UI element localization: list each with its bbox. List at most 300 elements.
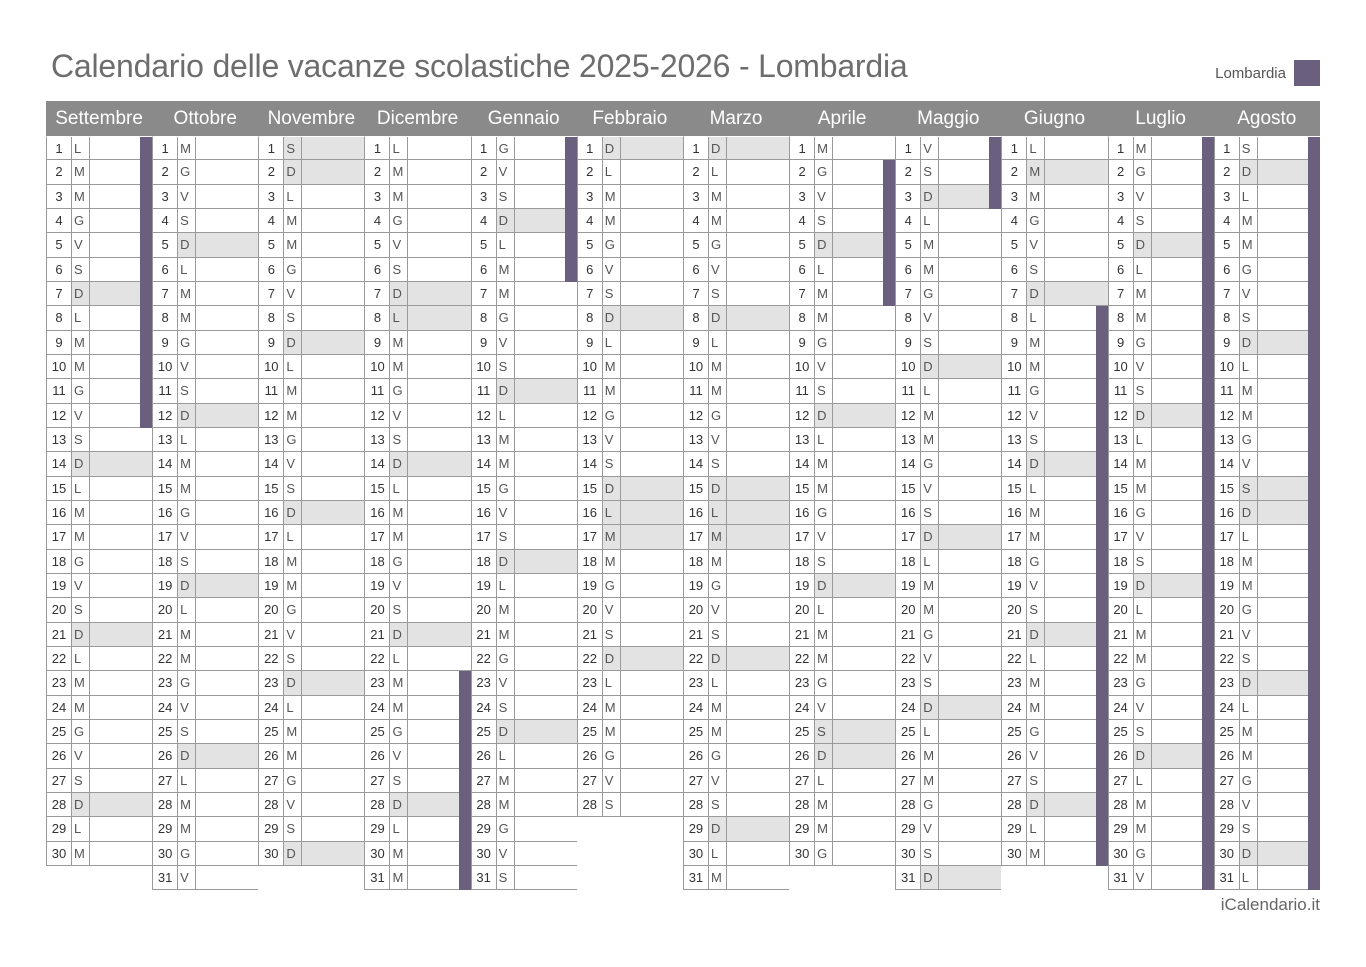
day-letter: M: [72, 331, 90, 354]
day-number: 2: [1215, 160, 1240, 183]
day-row: [46, 525, 152, 549]
day-cell: [939, 331, 1001, 354]
day-letter: M: [390, 331, 408, 354]
day-row: [789, 306, 895, 330]
day-number: 22: [1109, 647, 1134, 670]
day-letter: S: [1027, 428, 1045, 451]
day-row: [1001, 769, 1107, 793]
day-number: 7: [153, 282, 178, 305]
day-number: 5: [365, 233, 390, 256]
day-row: [364, 598, 470, 622]
day-letter: L: [497, 404, 515, 427]
day-letter: M: [1027, 185, 1045, 208]
holiday-marker: [1096, 379, 1108, 403]
day-cell: [833, 769, 895, 792]
day-cell: [939, 866, 1001, 889]
day-letter: G: [178, 671, 196, 694]
holiday-marker: [459, 720, 471, 744]
day-row: [258, 623, 364, 647]
day-row: [1214, 817, 1320, 841]
day-row: [683, 574, 789, 598]
day-letter: M: [1240, 209, 1258, 232]
day-cell: [833, 842, 895, 865]
day-row: [683, 258, 789, 282]
day-row: [683, 136, 789, 160]
day-number: 21: [684, 623, 709, 646]
holiday-marker: [1202, 720, 1214, 744]
month-header: Aprile: [817, 108, 867, 129]
day-row: [789, 671, 895, 695]
day-letter: V: [1027, 744, 1045, 767]
day-row: [258, 720, 364, 744]
day-row: [895, 404, 1001, 428]
day-row: [1214, 525, 1320, 549]
day-letter: M: [921, 404, 939, 427]
day-letter: S: [709, 793, 727, 816]
day-number: 29: [47, 817, 72, 840]
day-row: [1001, 452, 1107, 476]
day-cell: [621, 428, 683, 451]
day-letter: D: [72, 452, 90, 475]
day-letter: M: [497, 598, 515, 621]
day-letter: V: [1027, 233, 1045, 256]
holiday-marker: [1202, 160, 1214, 184]
day-letter: M: [709, 355, 727, 378]
day-row: [152, 136, 258, 160]
day-letter: V: [709, 258, 727, 281]
day-letter: V: [284, 793, 302, 816]
day-number: 29: [790, 817, 815, 840]
day-row: [258, 525, 364, 549]
day-number: 13: [684, 428, 709, 451]
day-letter: M: [1240, 379, 1258, 402]
holiday-marker: [1096, 769, 1108, 793]
day-number: 4: [47, 209, 72, 232]
holiday-marker: [565, 209, 577, 233]
holiday-marker: [1202, 331, 1214, 355]
day-letter: M: [497, 258, 515, 281]
day-cell: [727, 355, 789, 378]
day-number: 6: [790, 258, 815, 281]
day-letter: D: [178, 744, 196, 767]
day-cell: [939, 647, 1001, 670]
day-row: [46, 842, 152, 866]
day-row: [789, 647, 895, 671]
day-number: 30: [153, 842, 178, 865]
day-cell: [833, 137, 895, 159]
day-number: 10: [365, 355, 390, 378]
day-cell: [515, 306, 577, 329]
day-row: [471, 647, 577, 671]
day-letter: M: [1240, 574, 1258, 597]
day-letter: M: [284, 550, 302, 573]
day-letter: S: [497, 185, 515, 208]
day-number: 18: [896, 550, 921, 573]
day-row: [471, 331, 577, 355]
day-number: 14: [790, 452, 815, 475]
day-number: 29: [684, 817, 709, 840]
day-row: [46, 331, 152, 355]
day-letter: D: [284, 842, 302, 865]
day-letter: V: [921, 137, 939, 159]
holiday-marker: [1308, 477, 1320, 501]
day-cell: [196, 744, 258, 767]
day-letter: D: [284, 501, 302, 524]
day-letter: M: [72, 525, 90, 548]
holiday-marker: [1308, 842, 1320, 866]
day-row: [895, 598, 1001, 622]
day-cell: [1045, 258, 1107, 281]
day-cell: [90, 501, 152, 524]
day-row: [895, 306, 1001, 330]
day-number: 17: [896, 525, 921, 548]
day-number: 11: [684, 379, 709, 402]
day-letter: S: [921, 331, 939, 354]
day-number: 22: [684, 647, 709, 670]
day-row: [471, 306, 577, 330]
day-letter: S: [1134, 379, 1152, 402]
day-row: [258, 404, 364, 428]
day-number: 25: [684, 720, 709, 743]
day-row: [895, 355, 1001, 379]
day-number: 19: [578, 574, 603, 597]
day-cell: [515, 696, 577, 719]
holiday-marker: [1096, 306, 1108, 330]
holiday-marker: [1308, 598, 1320, 622]
day-number: 5: [153, 233, 178, 256]
day-letter: S: [815, 720, 833, 743]
day-row: [895, 720, 1001, 744]
day-letter: S: [178, 550, 196, 573]
day-row: [152, 258, 258, 282]
day-number: 5: [896, 233, 921, 256]
day-row: [1214, 671, 1320, 695]
day-letter: D: [497, 720, 515, 743]
day-row: [1214, 233, 1320, 257]
day-row: [789, 817, 895, 841]
day-number: 14: [1109, 452, 1134, 475]
day-number: 3: [365, 185, 390, 208]
day-row: [1001, 428, 1107, 452]
day-cell: [408, 525, 470, 548]
day-letter: M: [921, 258, 939, 281]
day-number: 26: [790, 744, 815, 767]
day-row: [1108, 842, 1214, 866]
day-row: [46, 452, 152, 476]
day-letter: M: [1027, 671, 1045, 694]
holiday-marker: [1096, 744, 1108, 768]
day-number: 12: [365, 404, 390, 427]
day-row: [789, 379, 895, 403]
day-letter: M: [178, 817, 196, 840]
day-letter: G: [284, 769, 302, 792]
day-letter: L: [284, 696, 302, 719]
day-letter: D: [921, 355, 939, 378]
day-cell: [727, 185, 789, 208]
day-letter: L: [815, 769, 833, 792]
day-letter: M: [72, 185, 90, 208]
day-number: 26: [896, 744, 921, 767]
day-number: 14: [153, 452, 178, 475]
day-letter: V: [1134, 696, 1152, 719]
holiday-marker: [1202, 477, 1214, 501]
day-row: [1214, 428, 1320, 452]
day-letter: L: [1134, 769, 1152, 792]
day-row: [789, 185, 895, 209]
day-cell: [727, 404, 789, 427]
day-row: [789, 842, 895, 866]
day-number: 11: [47, 379, 72, 402]
holiday-marker: [1096, 404, 1108, 428]
day-letter: M: [1027, 501, 1045, 524]
day-letter: D: [603, 137, 621, 159]
day-letter: M: [390, 866, 408, 889]
day-row: [471, 550, 577, 574]
day-cell: [939, 209, 1001, 232]
day-number: 21: [896, 623, 921, 646]
day-letter: M: [390, 696, 408, 719]
day-letter: L: [709, 842, 727, 865]
day-cell: [90, 842, 152, 865]
day-letter: L: [1134, 258, 1152, 281]
day-number: 3: [896, 185, 921, 208]
day-letter: L: [72, 306, 90, 329]
holiday-marker: [1202, 525, 1214, 549]
day-letter: G: [390, 379, 408, 402]
holiday-marker: [1202, 185, 1214, 209]
day-cell: [196, 137, 258, 159]
holiday-marker: [565, 233, 577, 257]
day-letter: M: [1134, 137, 1152, 159]
day-row: [1108, 525, 1214, 549]
holiday-marker: [1202, 866, 1214, 890]
day-cell: [939, 379, 1001, 402]
day-letter: L: [1240, 866, 1258, 889]
day-cell: [302, 720, 364, 743]
day-cell: [90, 525, 152, 548]
day-letter: V: [921, 306, 939, 329]
day-row: [1001, 647, 1107, 671]
day-row: [895, 769, 1001, 793]
day-row: [364, 355, 470, 379]
day-letter: S: [603, 452, 621, 475]
day-cell: [621, 282, 683, 305]
day-row: [471, 842, 577, 866]
day-row: [577, 574, 683, 598]
day-row: [1108, 379, 1214, 403]
day-cell: [302, 817, 364, 840]
day-number: 4: [684, 209, 709, 232]
day-letter: L: [178, 428, 196, 451]
day-number: 27: [684, 769, 709, 792]
day-letter: V: [1240, 623, 1258, 646]
day-letter: V: [178, 866, 196, 889]
day-number: 31: [684, 866, 709, 889]
day-row: [46, 817, 152, 841]
day-letter: M: [390, 842, 408, 865]
day-number: 25: [578, 720, 603, 743]
day-number: 21: [153, 623, 178, 646]
day-cell: [833, 696, 895, 719]
day-row: [577, 355, 683, 379]
day-row: [152, 647, 258, 671]
day-number: 11: [578, 379, 603, 402]
day-number: 29: [259, 817, 284, 840]
day-cell: [939, 428, 1001, 451]
day-row: [1001, 404, 1107, 428]
holiday-marker: [1096, 817, 1108, 841]
day-cell: [939, 233, 1001, 256]
day-row: [152, 525, 258, 549]
day-number: 14: [578, 452, 603, 475]
day-row: [364, 477, 470, 501]
day-number: 16: [896, 501, 921, 524]
day-letter: L: [1027, 137, 1045, 159]
day-letter: G: [72, 379, 90, 402]
day-number: 5: [1215, 233, 1240, 256]
day-number: 17: [684, 525, 709, 548]
month-header: Luglio: [1135, 108, 1186, 129]
day-number: 19: [1002, 574, 1027, 597]
day-row: [364, 817, 470, 841]
day-row: [1001, 209, 1107, 233]
day-row: [46, 233, 152, 257]
day-row: [258, 598, 364, 622]
day-row: [152, 817, 258, 841]
day-number: 28: [47, 793, 72, 816]
day-cell: [621, 355, 683, 378]
holiday-marker: [1308, 671, 1320, 695]
day-number: 21: [578, 623, 603, 646]
day-cell: [727, 598, 789, 621]
day-row: [1108, 769, 1214, 793]
day-letter: G: [603, 404, 621, 427]
day-row: [577, 744, 683, 768]
month-column: [1214, 136, 1320, 890]
day-row: [1001, 793, 1107, 817]
day-letter: M: [1134, 452, 1152, 475]
day-number: 15: [259, 477, 284, 500]
day-letter: L: [709, 331, 727, 354]
holiday-marker: [1202, 574, 1214, 598]
day-letter: V: [709, 428, 727, 451]
footer-credit[interactable]: iCalendario.it: [1220, 895, 1320, 914]
holiday-marker: [1202, 696, 1214, 720]
day-row: [577, 525, 683, 549]
day-number: 1: [1002, 137, 1027, 159]
day-letter: G: [921, 282, 939, 305]
day-letter: L: [1134, 428, 1152, 451]
day-cell: [621, 160, 683, 183]
day-letter: L: [390, 647, 408, 670]
day-cell: [90, 550, 152, 573]
holiday-marker: [1308, 744, 1320, 768]
day-number: 6: [1109, 258, 1134, 281]
day-number: 25: [1109, 720, 1134, 743]
day-row: [46, 404, 152, 428]
day-letter: D: [178, 233, 196, 256]
day-cell: [515, 428, 577, 451]
day-number: 19: [790, 574, 815, 597]
day-row: [471, 866, 577, 890]
day-number: 17: [1002, 525, 1027, 548]
day-cell: [621, 574, 683, 597]
day-row: [577, 696, 683, 720]
day-row: [1214, 623, 1320, 647]
day-number: 12: [259, 404, 284, 427]
day-number: 4: [259, 209, 284, 232]
holiday-marker: [140, 258, 152, 282]
day-number: 23: [1109, 671, 1134, 694]
day-letter: M: [1027, 160, 1045, 183]
day-letter: M: [603, 550, 621, 573]
day-row: [577, 428, 683, 452]
month-column: [1108, 136, 1214, 890]
day-row: [471, 744, 577, 768]
day-letter: V: [72, 744, 90, 767]
day-cell: [621, 185, 683, 208]
day-row: [1108, 209, 1214, 233]
day-number: 11: [896, 379, 921, 402]
holiday-marker: [1308, 623, 1320, 647]
holiday-marker: [459, 671, 471, 695]
day-number: 17: [47, 525, 72, 548]
day-number: 20: [790, 598, 815, 621]
day-cell: [515, 331, 577, 354]
day-row: [789, 355, 895, 379]
holiday-marker: [1096, 793, 1108, 817]
day-letter: M: [815, 452, 833, 475]
holiday-marker: [1202, 379, 1214, 403]
day-letter: V: [1240, 793, 1258, 816]
day-cell: [621, 550, 683, 573]
day-cell: [196, 185, 258, 208]
day-number: 7: [684, 282, 709, 305]
day-number: 17: [1215, 525, 1240, 548]
month-column: [364, 136, 470, 890]
holiday-marker: [989, 160, 1001, 184]
day-number: 23: [578, 671, 603, 694]
day-cell: [939, 525, 1001, 548]
day-letter: M: [815, 793, 833, 816]
day-row: [683, 817, 789, 841]
day-letter: M: [284, 379, 302, 402]
day-cell: [302, 477, 364, 500]
day-row: [152, 866, 258, 890]
day-number: 17: [472, 525, 497, 548]
day-cell: [408, 550, 470, 573]
day-letter: G: [603, 744, 621, 767]
day-number: 26: [153, 744, 178, 767]
day-row: [471, 598, 577, 622]
day-cell: [939, 306, 1001, 329]
holiday-marker: [1096, 525, 1108, 549]
day-cell: [302, 137, 364, 159]
day-letter: D: [390, 452, 408, 475]
day-number: 29: [365, 817, 390, 840]
holiday-marker: [1202, 258, 1214, 282]
legend-swatch: [1294, 60, 1320, 86]
day-number: 24: [790, 696, 815, 719]
day-letter: S: [1240, 647, 1258, 670]
holiday-marker: [1308, 817, 1320, 841]
day-letter: L: [815, 428, 833, 451]
day-number: 15: [1215, 477, 1240, 500]
day-row: [1108, 306, 1214, 330]
day-letter: G: [390, 720, 408, 743]
day-row: [364, 647, 470, 671]
day-number: 4: [153, 209, 178, 232]
